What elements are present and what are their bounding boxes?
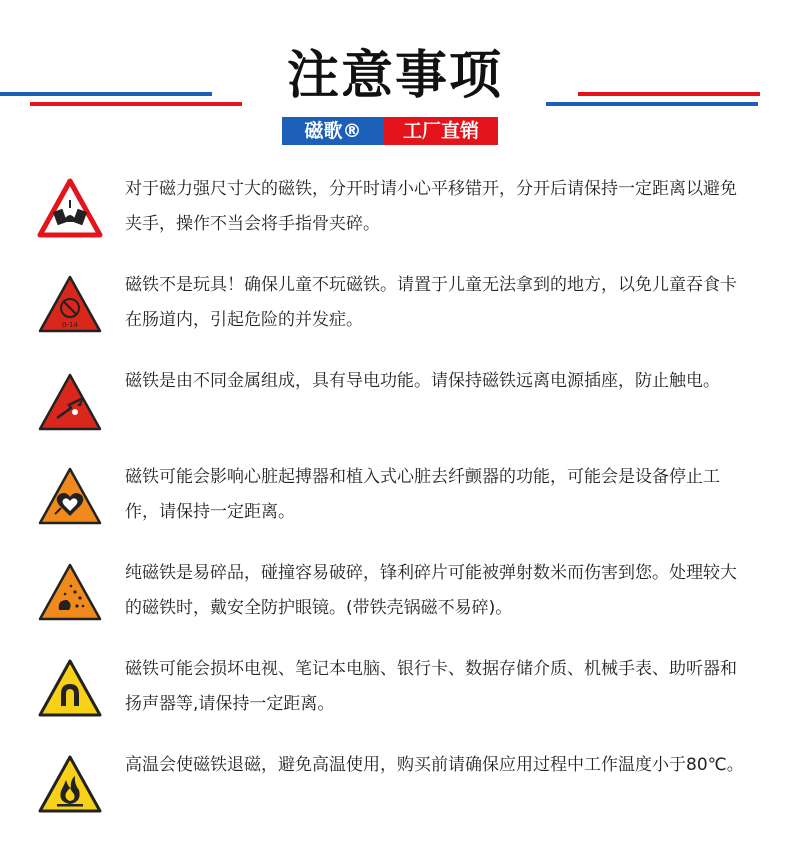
notice-item: [0, 652, 790, 742]
age-label: 0-14: [62, 321, 78, 329]
notice-item: [0, 172, 790, 262]
notice-text: 纯磁铁是易碎品，碰撞容易破碎，锋利碎片可能被弹射数米而伤害到您。处理较大的磁铁时，戴安全防护眼镜。(带铁壳锅磁不易碎)。: [125, 563, 737, 618]
notice-item: [0, 268, 790, 358]
shatter-warning-icon: [37, 562, 103, 622]
magnetic-field-warning-icon: [37, 658, 103, 718]
notice-item: [0, 748, 790, 838]
header: [0, 0, 790, 150]
electric-shock-warning-icon: [37, 372, 103, 432]
fire-warning-icon: [37, 754, 103, 814]
notice-item: [0, 556, 790, 646]
notice-text: 高温会使磁铁退磁，避免高温使用，购买前请确保应用过程中工作温度小于80℃。: [125, 755, 744, 775]
page-title: 注意事项: [286, 46, 503, 106]
brand-tagline: 工厂直销: [384, 117, 498, 145]
brand-badge: [282, 117, 498, 145]
notice-text: 对于磁力强尺寸大的磁铁，分开时请小心平移错开，分开后请保持一定距离以避免夹手，操作不当会将手指骨夹碎。: [125, 179, 737, 234]
notice-text: 磁铁是由不同金属组成，具有导电功能。请保持磁铁远离电源插座，防止触电。: [125, 371, 720, 391]
notice-text: 磁铁可能会损坏电视、笔记本电脑、银行卡、数据存储介质、机械手表、助听器和扬声器等,请保持一定距离。: [125, 659, 737, 714]
notice-text: 磁铁可能会影响心脏起搏器和植入式心脏去纤颤器的功能，可能会是设备停止工作，请保持一定距离。: [125, 467, 720, 522]
child-swallow-warning-icon: [37, 274, 103, 334]
brand-name: 磁歌®: [282, 117, 384, 145]
notice-text: 磁铁不是玩具！确保儿童不玩磁铁。请置于儿童无法拿到的地方，以免儿童吞食卡在肠道内，引起危险的并发症。: [125, 275, 737, 330]
notice-item: [0, 364, 790, 454]
pacemaker-warning-icon: [37, 466, 103, 526]
hand-crush-warning-icon: [37, 178, 103, 238]
notice-item: [0, 460, 790, 550]
